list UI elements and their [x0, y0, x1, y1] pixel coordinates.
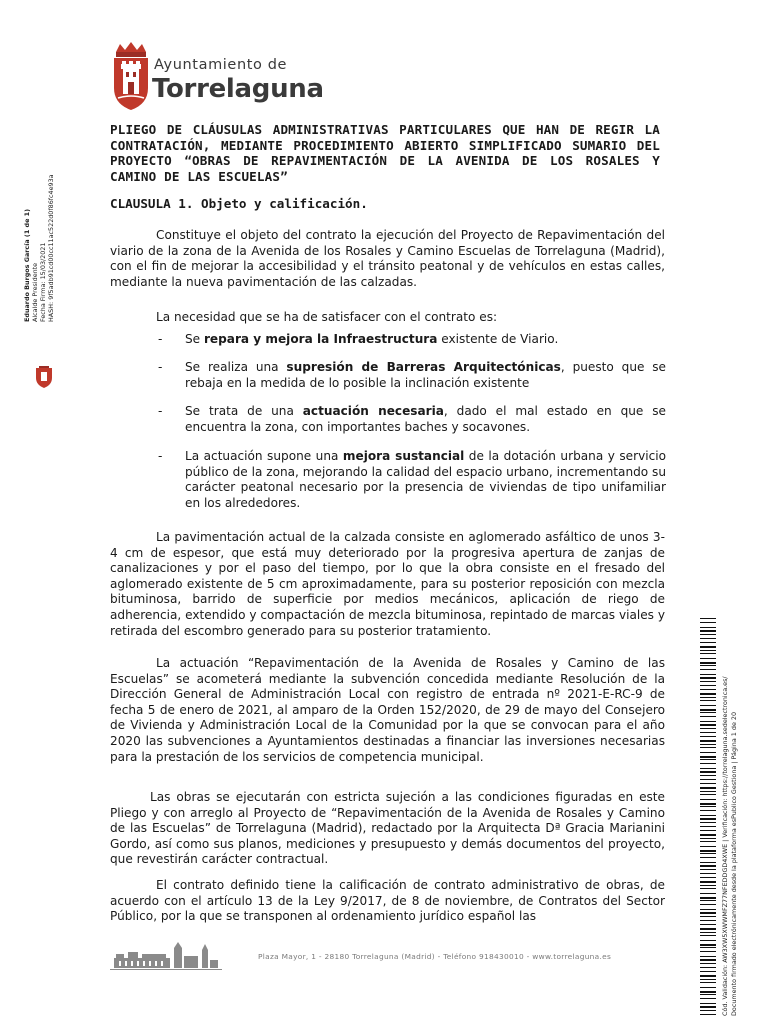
bullet-text: Se	[185, 332, 204, 346]
signer-name: Eduardo Burgos García (1 de 1)	[23, 208, 31, 322]
bullet-dash: -	[158, 332, 163, 346]
paragraph-execution: Las obras se ejecutarán con estricta sujeción a las condiciones figuradas en este Pliego y con arreglo al Proyecto de “Repavimentación de la Avenida de Rosales y Camino de las Escuelas” de Torrelaguna (Madrid), redactado por la Arquitecta Dª Gracia Marianini Gordo, así como sus planos, mediciones y presupuesto y demás documentos del proyecto, que revestirán carácter contractual.	[110, 790, 665, 867]
bullet-text: Se trata de una	[185, 404, 303, 418]
bullet-bold: actuación necesaria	[302, 404, 444, 418]
bullet-dash: -	[158, 360, 163, 374]
list-item	[158, 360, 666, 391]
bullet-text: Se realiza una	[185, 360, 287, 374]
bullet-dash: -	[158, 449, 163, 463]
validation-code: Cód. Validación: AW3XW5XWWMFZ77NFEDDGD4XWE | Verificación: https://torrelaguna.sedelectronica.es/	[721, 676, 729, 1016]
logo-subtitle: Ayuntamiento de	[154, 57, 288, 73]
platform-note: Documento firmado electrónicamente desde la plataforma esPublico Gestiona | Página 1 de 20	[730, 711, 738, 1016]
footer-address: Plaza Mayor, 1 - 28180 Torrelaguna (Madrid) - Teléfono 918430010 - www.torrelaguna.es	[258, 952, 612, 961]
paragraph-subsidy: La actuación “Repavimentación de la Avenida de Rosales y Camino de las Escuelas” se acometerá mediante la subvención concedida mediante Resolución de la Dirección General de Administración Local con registro de entrada nº 2021-E-RC-9 de fecha 5 de enero de 2021, al amparo de la Orden 152/2020, de 29 de mayo del Consejero de Vivienda y Administración Local de la Comunidad por la que se convocan para el año 2020 las subvenciones a Ayuntamientos destinadas a financiar las inversiones necesarias para la prestación de los servicios de competencia municipal.	[110, 656, 665, 764]
page-footer	[110, 940, 665, 972]
bullet-bold: supresión de Barreras Arquitectónicas	[286, 360, 561, 374]
bullet-text: La actuación supone una	[185, 449, 343, 463]
bullet-text: existente de Viario.	[437, 332, 559, 346]
bullet-text: , puesto que se rebaja en la medida de lo posible la inclinación existente	[185, 360, 666, 390]
paragraph-need: La necesidad que se ha de satisfacer con el contrato es:	[156, 310, 498, 324]
list-item	[158, 404, 666, 435]
signature-hash: HASH: 9f5adb91cd00cc11ac522d0f86fc4e93a	[47, 174, 55, 322]
signer-role: Alcalde Presidente	[31, 262, 39, 322]
paragraph-classification: El contrato definido tiene la calificación de contrato administrativo de obras, de acuerdo con el artículo 13 de la Ley 9/2017, de 8 de noviembre, de Contratos del Sector Público, por la que se transponen al ordenamiento jurídico español las	[110, 878, 665, 924]
verification-strip	[700, 618, 748, 1018]
bullet-bold: repara y mejora la Infraestructura	[203, 332, 438, 346]
paragraph-object: Constituye el objeto del contrato la ejecución del Proyecto de Repavimentación del viario de la zona de la Avenida de los Rosales y Camino Escuelas de Torrelaguna (Madrid), con el fin de mejorar la accesibilidad y el tránsito peatonal y de vehículos en estas calles, mediante la nueva pavimentación de las calzadas.	[110, 228, 665, 289]
signature-stamp	[20, 174, 75, 390]
bullet-text: , dado el mal estado en que se encuentra la zona, con importantes baches y socavones.	[185, 404, 666, 434]
barcode-icon	[700, 618, 716, 1018]
list-item	[158, 449, 666, 511]
clause-heading: CLAUSULA 1. Objeto y calificación.	[110, 196, 368, 211]
bullet-bold: mejora sustancial	[342, 449, 465, 463]
bullet-dash: -	[158, 404, 163, 418]
logo-title: Torrelaguna	[152, 74, 324, 104]
list-item	[158, 332, 666, 348]
municipal-logo	[108, 40, 324, 112]
town-skyline-icon	[110, 940, 222, 972]
signature-date: Fecha Firma: 15/03/2021	[39, 242, 47, 322]
bullet-text: de la dotación urbana y servicio público de la zona, mejorando la calidad del espacio urbano, incrementando su carácter peatonal necesario por la presencia de viviendas de tipo unifamiliar en los alrededores.	[185, 449, 666, 510]
document-title: PLIEGO DE CLÁUSULAS ADMINISTRATIVAS PARTICULARES QUE HAN DE REGIR LA CONTRATACIÓN, MEDIANTE PROCEDIMIENTO ABIERTO SIMPLIFICADO SUMARIO DEL PROYECTO “OBRAS DE REPAVIMENTACIÓN DE LA AVENIDA DE LOS ROSALES Y CAMINO DE LAS ESCUELAS”	[110, 122, 660, 184]
coat-of-arms-icon	[108, 40, 154, 112]
paragraph-current-state: La pavimentación actual de la calzada consiste en aglomerado asfáltico de unos 3-4 cm de espesor, que está muy deteriorado por la progresiva apertura de zanjas de canalizaciones y por el paso del tiempo, por lo que la obra consiste en el fresado del aglomerado existente de 5 cm aproximadamente, para su posterior reposición con mezcla bituminosa, barrido de superficie por medios mecánicos, aplicación de riego de adherencia, extendido y compactación de mezcla bituminosa, repintado de marcas viales y retirada del escombro generado para su posterior tratamiento.	[110, 530, 665, 638]
small-coat-of-arms-icon	[34, 365, 54, 389]
